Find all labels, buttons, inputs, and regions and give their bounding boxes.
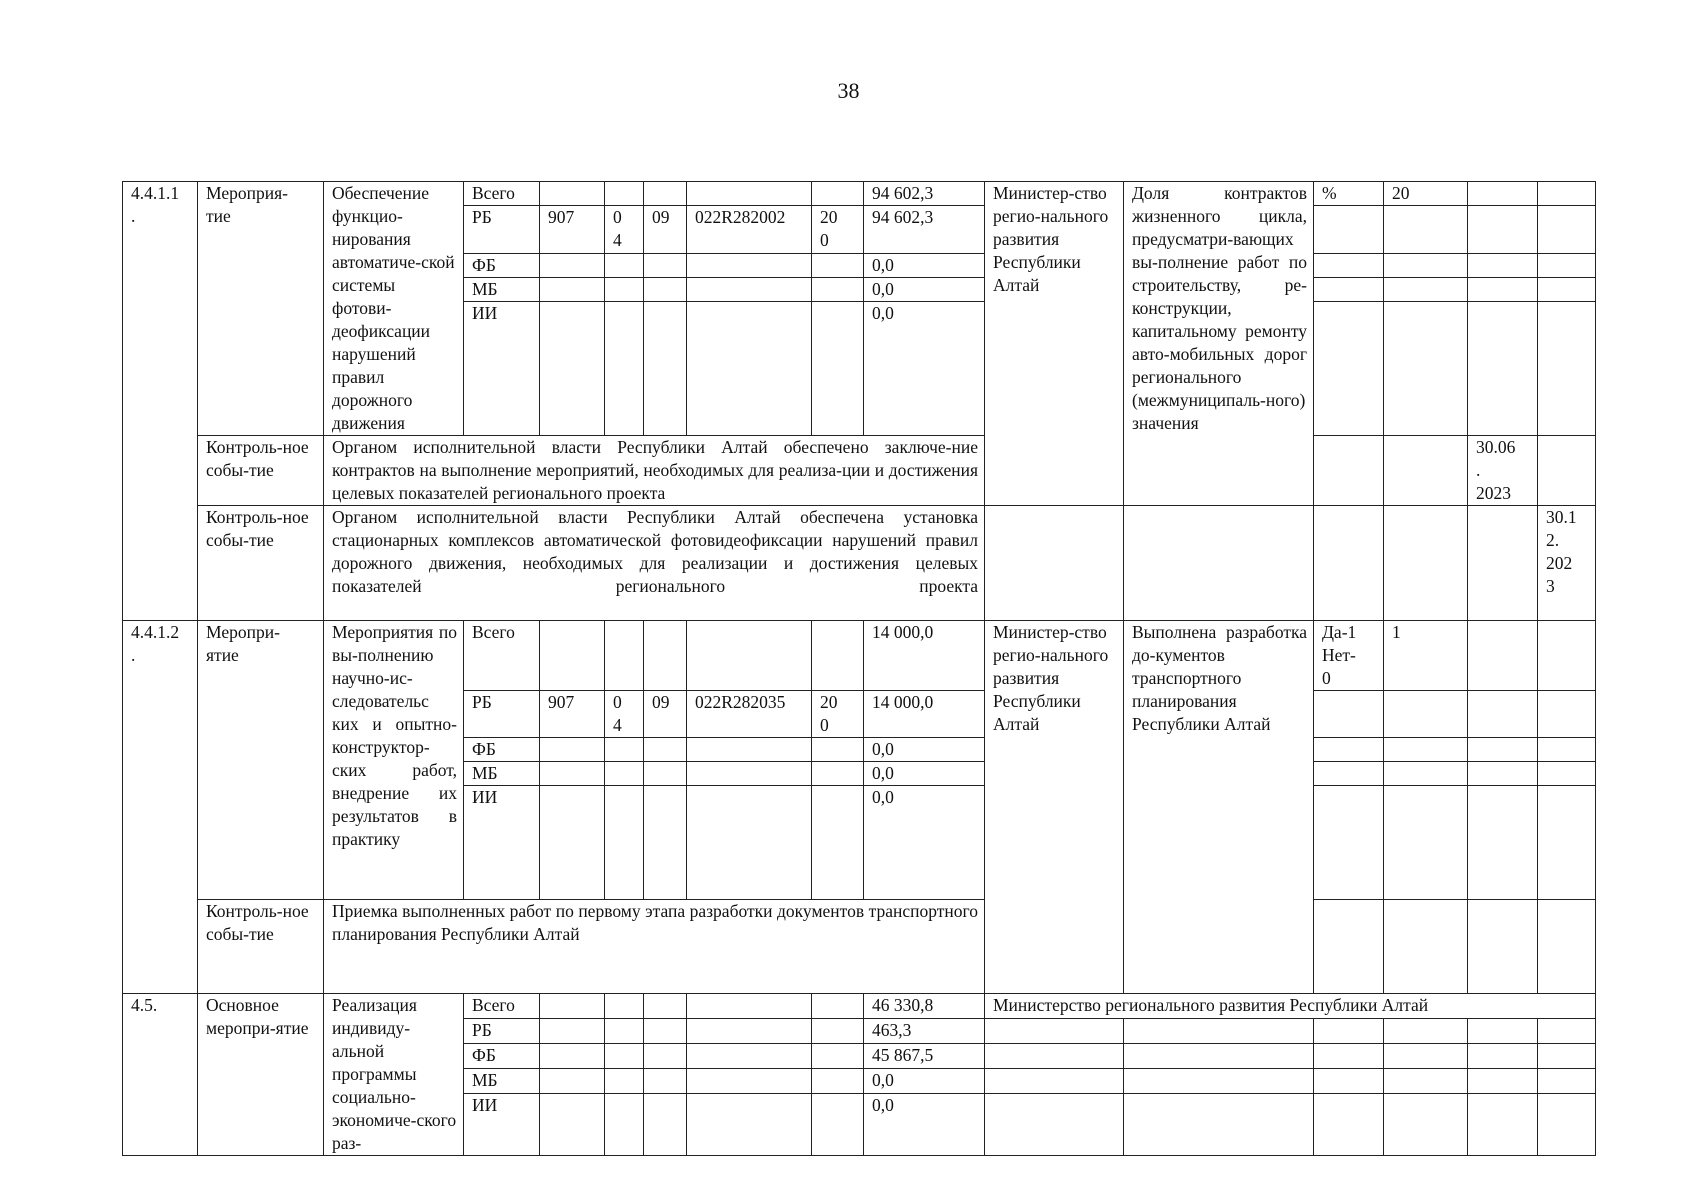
activity-type: Меропри- ятие	[198, 621, 324, 900]
fin-sum: 0,0	[864, 278, 985, 302]
table-row	[123, 900, 1596, 994]
fin-source: РБ	[464, 206, 540, 254]
fin-source: ФБ	[464, 1044, 540, 1069]
target-article-code: 022R282035	[687, 691, 812, 738]
fin-source: РБ	[464, 691, 540, 738]
fin-sum: 45 867,5	[864, 1044, 985, 1069]
fin-sum: 0,0	[864, 738, 985, 762]
event-type: Контроль-ное собы-тие	[198, 506, 324, 621]
fin-sum: 0,0	[864, 786, 985, 900]
fin-sum: 0,0	[864, 302, 985, 436]
fin-source: ФБ	[464, 738, 540, 762]
fin-sum: 94 602,3	[864, 182, 985, 206]
fin-sum: 0,0	[864, 762, 985, 786]
fin-source: ФБ	[464, 253, 540, 277]
activity-name: Реализация индивиду-альной программы социально-экономиче-ского раз-	[324, 994, 464, 1156]
event-date: 30.06 . 2023	[1468, 436, 1538, 506]
fin-sum: 94 602,3	[864, 206, 985, 254]
section-code: 0 4	[605, 691, 644, 738]
fin-source: МБ	[464, 762, 540, 786]
fin-sum: 0,0	[864, 253, 985, 277]
expense-type-code: 20 0	[812, 206, 864, 254]
table-row	[123, 436, 1596, 506]
grbs-code: 907	[540, 691, 605, 738]
event-description: Органом исполнительной власти Республики Алтай обеспечено заключе-ние контрактов на выполнение мероприятий, необходимых для реализа-ции и достижения целевых показателей регионального проекта	[324, 436, 985, 506]
fin-source: ИИ	[464, 1094, 540, 1156]
activity-name: Мероприятия по вы-полнению научно-ис-следовательс ких и опытно-конструктор-ских работ, внедрение их результатов в практику	[324, 621, 464, 900]
executor: Министерство регионального развития Республики Алтай	[985, 994, 1596, 1019]
indicator: Выполнена разработка до-кументов транспортного планирования Республики Алтай	[1124, 621, 1314, 994]
executor: Министер-ство регио-нального развития Республики Алтай	[985, 182, 1124, 506]
activity-name: Обеспечение функцио-нирования автоматиче-ской системы фотови-деофиксации нарушений правил дорожного движения	[324, 182, 464, 436]
row-number: 4.4.1.2 .	[123, 621, 198, 994]
activity-type: Основное меропри-ятие	[198, 994, 324, 1156]
indicator: Доля контрактов жизненного цикла, предусматри-вающих вы-полнение работ по строительству, ре-конструкции, капитальному ремонту авто-мобильных дорог регионального (межмуниципаль-ного) значения	[1124, 182, 1314, 506]
program-activities-table	[122, 181, 1596, 1156]
subsection-code: 09	[644, 206, 687, 254]
indicator-unit: Да-1 Нет- 0	[1314, 621, 1384, 691]
subsection-code: 09	[644, 691, 687, 738]
indicator-value: 1	[1384, 621, 1468, 691]
table-row	[123, 994, 1596, 1019]
event-type: Контроль-ное собы-тие	[198, 436, 324, 506]
fin-sum: 46 330,8	[864, 994, 985, 1019]
indicator-unit: %	[1314, 182, 1384, 206]
fin-source: Всего	[464, 994, 540, 1019]
table-row	[123, 182, 1596, 206]
fin-source: Всего	[464, 182, 540, 206]
activity-type: Мероприя- тие	[198, 182, 324, 436]
fin-sum: 0,0	[864, 1069, 985, 1094]
executor: Министер-ство регио-нального развития Республики Алтай	[985, 621, 1124, 994]
event-description: Органом исполнительной власти Республики Алтай обеспечена установка стационарных комплексов автоматической фотовидеофиксации нарушений правил дорожного движения, необходимых для реализации и достижения целевых показателей регионального проекта	[324, 506, 985, 621]
row-number: 4.4.1.1 .	[123, 182, 198, 621]
page-number: 38	[837, 78, 860, 103]
fin-sum: 14 000,0	[864, 621, 985, 691]
fin-source: МБ	[464, 278, 540, 302]
table-row	[123, 506, 1596, 621]
fin-source: ИИ	[464, 302, 540, 436]
fin-source: МБ	[464, 1069, 540, 1094]
target-article-code: 022R282002	[687, 206, 812, 254]
indicator-value: 20	[1384, 182, 1468, 206]
row-number: 4.5.	[123, 994, 198, 1156]
grbs-code: 907	[540, 206, 605, 254]
fin-sum: 463,3	[864, 1019, 985, 1044]
fin-sum: 0,0	[864, 1094, 985, 1156]
event-type: Контроль-ное собы-тие	[198, 900, 324, 994]
fin-sum: 14 000,0	[864, 691, 985, 738]
fin-source: РБ	[464, 1019, 540, 1044]
expense-type-code: 20 0	[812, 691, 864, 738]
event-date: 30.1 2. 202 3	[1538, 506, 1596, 621]
table-row	[123, 621, 1596, 691]
fin-source: Всего	[464, 621, 540, 691]
fin-source: ИИ	[464, 786, 540, 900]
event-description: Приемка выполненных работ по первому этапа разработки документов транспортного планирования Республики Алтай	[324, 900, 985, 994]
section-code: 0 4	[605, 206, 644, 254]
